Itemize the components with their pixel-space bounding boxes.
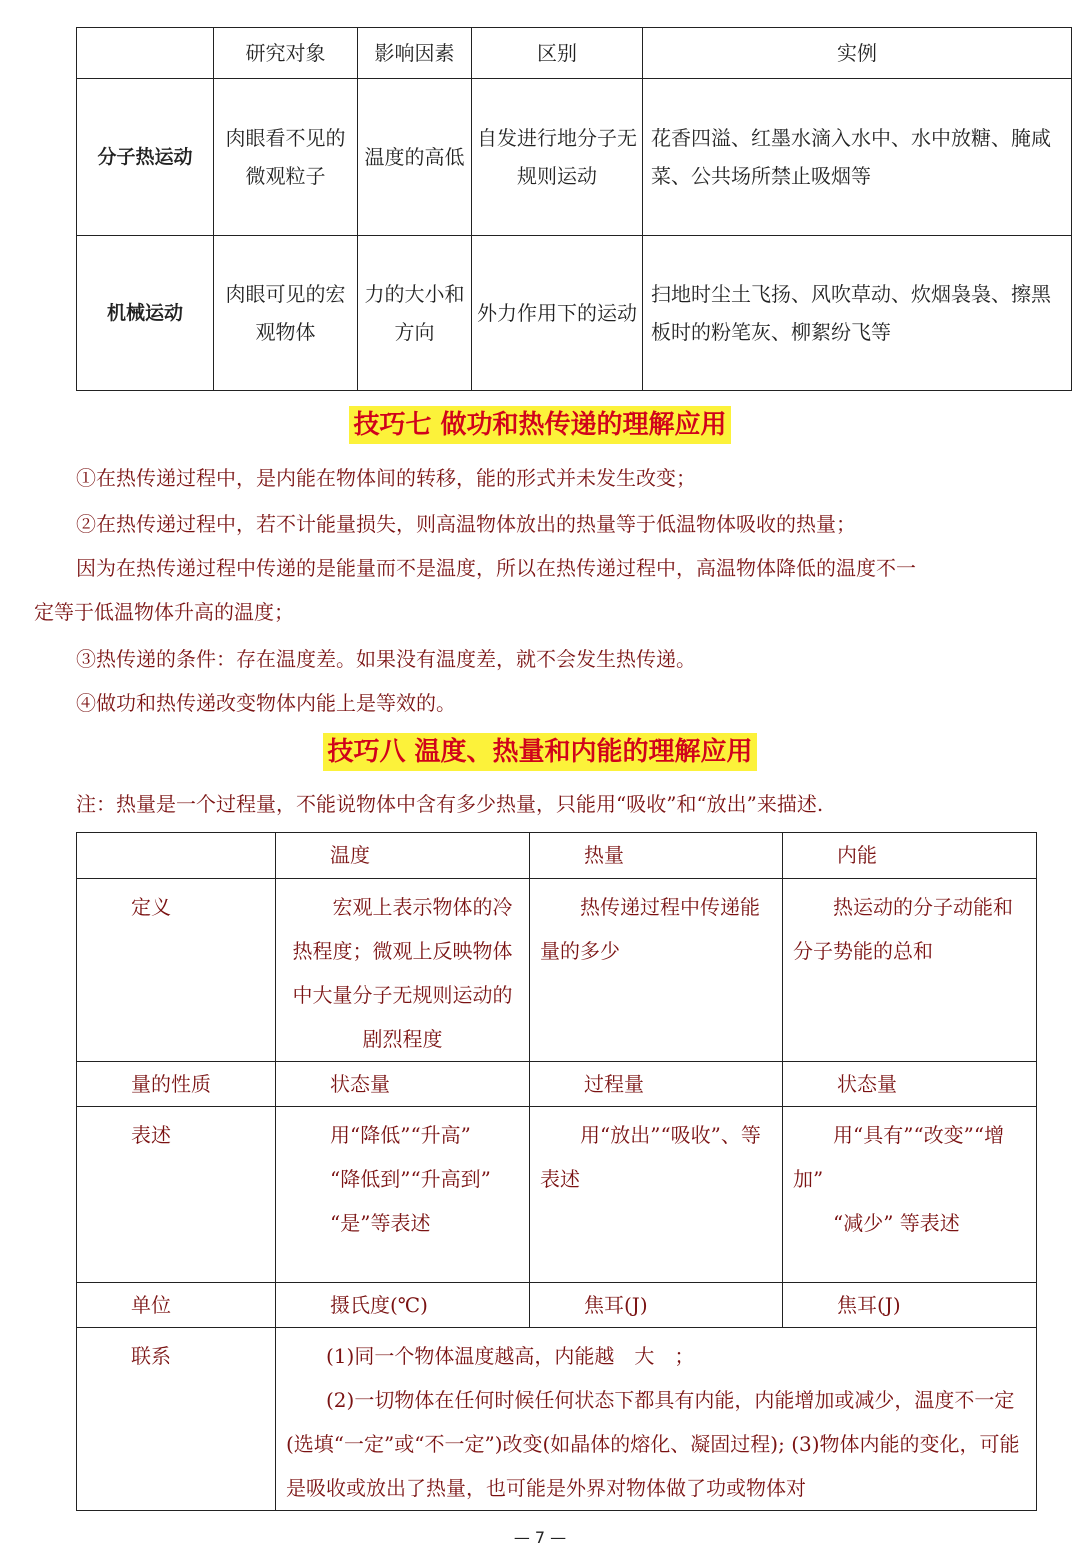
table-row — [77, 79, 1072, 236]
header-cell: 影响因素 — [358, 28, 472, 79]
table-row — [77, 236, 1072, 391]
table-cell: 外力作用下的运动 — [472, 236, 643, 391]
paragraph-line: ②在热传递过程中，若不计能量损失，则高温物体放出的热量等于低温物体吸收的热量； — [76, 512, 856, 536]
table-cell: 自发进行地分子无规则运动 — [472, 79, 643, 236]
cell-line: “降低到”“升高到” — [330, 1167, 491, 1191]
row-label: 机械运动 — [77, 236, 214, 391]
cell-line: “是”等表述 — [330, 1211, 431, 1235]
table-row — [77, 1328, 1037, 1511]
cell-line: “减少” 等表述 — [833, 1211, 960, 1235]
section-title: 技巧七 做功和热传递的理解应用 — [349, 406, 730, 444]
table-cell: 花香四溢、红墨水滴入水中、水中放糖、腌咸菜、公共场所禁止吸烟等 — [643, 79, 1072, 236]
table-cell: 肉眼可见的宏观物体 — [214, 236, 358, 391]
header-cell: 研究对象 — [214, 28, 358, 79]
paragraph-line: 定等于低温物体升高的温度； — [34, 600, 294, 624]
table-row — [77, 879, 1037, 1062]
table-cell: 焦耳(J) — [783, 1283, 1037, 1328]
table-cell: 焦耳(J) — [530, 1283, 783, 1328]
table-cell: 过程量 — [530, 1062, 783, 1107]
table-row — [77, 1062, 1037, 1107]
cell-line: 用“降低”“升高” — [330, 1123, 471, 1147]
page-number: — 7 — — [513, 1528, 567, 1547]
table-cell — [276, 1328, 1037, 1511]
header-cell: 实例 — [643, 28, 1072, 79]
table-cell: 力的大小和方向 — [358, 236, 472, 391]
table-cell: 扫地时尘土飞扬、风吹草动、炊烟袅袅、擦黑板时的粉笔灰、柳絮纷飞等 — [643, 236, 1072, 391]
table-cell: 热运动的分子动能和分子势能的总和 — [783, 879, 1037, 1062]
table-cell: 宏观上表示物体的冷热程度；微观上反映物体中大量分子无规则运动的剧烈程度 — [276, 879, 530, 1062]
cell-line: (2)一切物体在任何时候任何状态下都具有内能，内能增加或减少，温度不一定 (选填“一定”或“不一定”)改变(如晶体的熔化、凝固过程); (3)物体内能的变化，可能是吸收或放出了热量，也可能是外界对物体做了功或物体对 — [286, 1388, 1035, 1500]
row-label: 量的性质 — [77, 1062, 276, 1107]
section-heading — [0, 406, 1080, 444]
table-cell: 肉眼看不见的微观粒子 — [214, 79, 358, 236]
paragraph-line: ③热传递的条件：存在温度差。如果没有温度差，就不会发生热传递。 — [76, 647, 696, 671]
row-label: 单位 — [77, 1283, 276, 1328]
header-cell: 温度 — [276, 833, 530, 879]
table-header-row — [77, 28, 1072, 79]
section-heading — [0, 733, 1080, 771]
table-cell: 热传递过程中传递能量的多少 — [530, 879, 783, 1062]
header-cell: 内能 — [783, 833, 1037, 879]
header-cell — [77, 833, 276, 879]
table-cell: 状态量 — [783, 1062, 1037, 1107]
row-label: 定义 — [77, 879, 276, 1062]
note-line: 注：热量是一个过程量，不能说物体中含有多少热量，只能用“吸收”和“放出”来描述. — [76, 792, 824, 816]
table-cell: 温度的高低 — [358, 79, 472, 236]
table-cell: 摄氏度(℃) — [276, 1283, 530, 1328]
paragraph-line: ①在热传递过程中，是内能在物体间的转移，能的形式并未发生改变； — [76, 466, 696, 490]
table-header-row — [77, 833, 1037, 879]
header-cell: 热量 — [530, 833, 783, 879]
temperature-heat-energy-table — [76, 832, 1037, 1511]
paragraph-line: ④做功和热传递改变物体内能上是等效的。 — [76, 691, 456, 715]
row-label: 分子热运动 — [77, 79, 214, 236]
table-cell: 状态量 — [276, 1062, 530, 1107]
row-label: 表述 — [77, 1107, 276, 1283]
paragraph-line: 因为在热传递过程中传递的是能量而不是温度，所以在热传递过程中，高温物体降低的温度不一 — [76, 556, 916, 580]
motion-comparison-table — [76, 27, 1072, 391]
cell-line: (1)同一个物体温度越高，内能越 大 ； — [326, 1344, 695, 1368]
table-row — [77, 1107, 1037, 1283]
table-row — [77, 1283, 1037, 1328]
header-cell — [77, 28, 214, 79]
table-cell: 用“放出”“吸收”、等表述 — [530, 1107, 783, 1283]
row-label: 联系 — [77, 1328, 276, 1511]
section-title: 技巧八 温度、热量和内能的理解应用 — [323, 733, 756, 771]
header-cell: 区别 — [472, 28, 643, 79]
cell-line: 用“具有”“改变”“增加” — [793, 1123, 1005, 1191]
table-cell — [276, 1107, 530, 1283]
table-cell — [783, 1107, 1037, 1283]
